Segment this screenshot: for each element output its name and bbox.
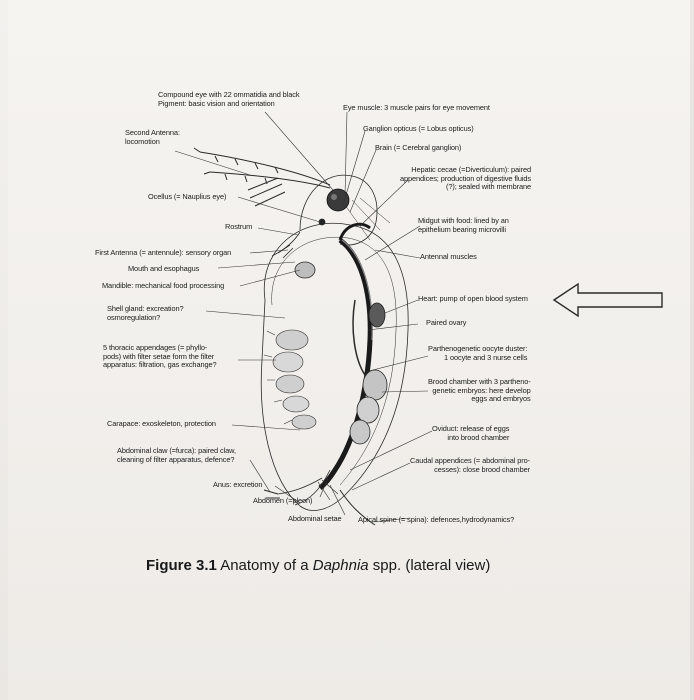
label-first-antenna: First Antenna (= antennule): sensory organ [95,248,232,257]
caption-figure-number: Figure 3.1 [146,557,217,574]
compound-eye [327,189,349,211]
ovary [353,300,365,375]
label-compound-eye: Compound eye with 22 ommatidia and black Pigment: basic vision and orientation [158,90,300,108]
label-abdomen: Abdomen (=pleon) [253,496,313,505]
label-abdominal-setae: Abdominal setae [288,514,342,523]
label-paired-ovary: Paired ovary [426,318,467,327]
label-oviduct: Oviduct: release of eggs into brood chamber [432,424,510,442]
mandible [295,262,315,278]
label-ocellus: Ocellus (= Nauplius eye) [148,192,227,201]
label-mandible: Mandible: mechanical food processing [102,281,225,290]
caption-text-after: spp. (lateral view) [368,557,491,574]
caption-species: Daphnia [312,557,369,574]
label-second-antenna: Second Antenna: locomotion [125,128,180,146]
label-brain: Brain (= Cerebral ganglion) [375,143,462,152]
label-thoracic-appendages: 5 thoracic appendages (= phyllo- pods) with filter setae form the filter apparatus: filtration, gas exchange? [103,343,217,370]
label-parthenogenetic-oocyte: Parthenogenetic oocyte duster: 1 oocyte and 3 nurse cells [428,344,528,362]
label-eye-muscle: Eye muscle: 3 muscle pairs for eye movement [343,103,490,112]
label-midgut: Midgut with food: lined by an epithelium bearing microvilli [418,216,509,234]
label-abdominal-claw: Abdominal claw (=furca): paired claw, cleaning of filter apparatus, defence? [117,446,236,464]
midgut [320,240,370,488]
label-hepatic-cecae: Hepatic cecae (=Diverticulum): paired appendices; production of digestive fluids (?); sealed with membrane [400,165,531,192]
label-shell-gland: Shell gland: excreation? osmoregulation? [107,304,184,322]
label-apical-spine: Apical spine (= spina): defences,hydrodynamics? [358,515,515,524]
figure-caption [146,557,490,574]
label-antennal-muscles: Antennal muscles [420,252,477,261]
label-heart: Heart: pump of open blood system [418,294,528,303]
heart [369,303,385,327]
label-mouth: Mouth and esophagus [128,264,200,273]
caption-text-before: Anatomy of a [216,557,313,574]
brood-chamber [350,370,387,444]
label-brood-chamber: Brood chamber with 3 partheno- genetic embryos: here develop eggs and embryos [428,377,531,404]
label-caudal-appendices: Caudal appendices (= abdominal pro- cesses): close brood chamber [410,456,530,474]
label-rostrum: Rostrum [225,222,253,231]
label-carapace: Carapace: exoskeleton, protection [107,419,216,428]
heart-pointer-arrow-icon [548,280,668,320]
rostrum-outline [272,232,300,256]
label-anus: Anus: excretion [213,480,263,489]
thoracic-appendages [264,330,316,429]
label-ganglion-opticus: Ganglion opticus (= Lobus opticus) [363,124,474,133]
